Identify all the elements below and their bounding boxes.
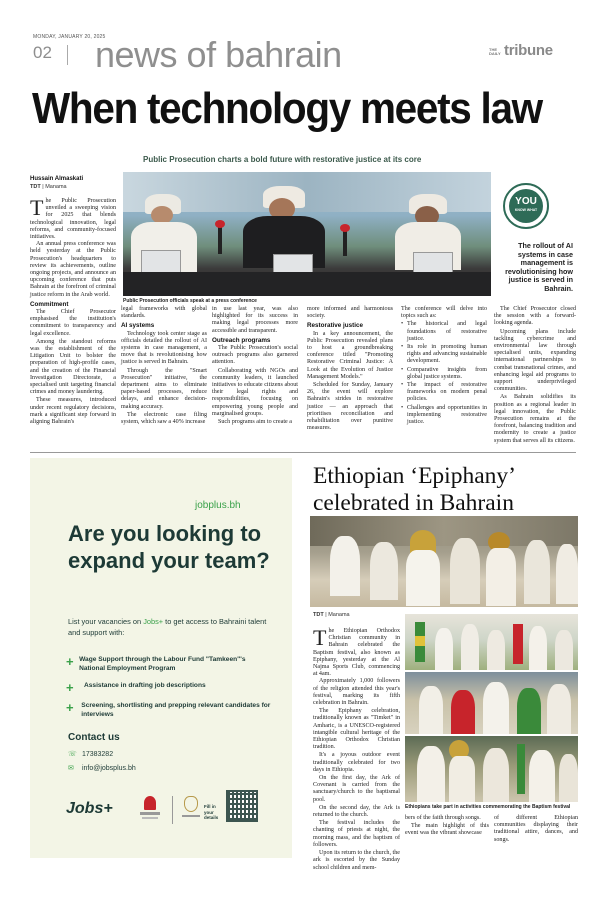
lead-col1-p1: he Public Prosecution unveiled a sweeping vision for 2025 that blends technological innovation, legal reforms, and community-focused initiatives. [30, 198, 116, 241]
story2-p4: It's a joyous outdoor event traditionally celebrated for two days in Ethiopia. [313, 752, 400, 773]
topic-bullet: • The historical and legal foundations of restorative justice. [401, 321, 487, 343]
story2-dateline: TDT | Manama [313, 612, 350, 618]
lead-column-5 [401, 306, 487, 427]
page-number: 02 [33, 43, 52, 62]
lead-dropcap: T [30, 195, 44, 220]
issue-date: MONDAY, JANUARY 20, 2025 [33, 34, 106, 40]
lead-col1-p5: These measures, introduced under recent regulatory decisions, mark a significant step forward in aligning Bahrain's [30, 397, 116, 426]
ad-intro [68, 616, 268, 638]
ad-phone-row[interactable] [68, 750, 113, 758]
topic-bullet: • Challenges and opportunities in implementing restorative justice. [401, 405, 487, 427]
lead-col3-p1: in use last year, was also highlighted for its success in making legal processes more accessible and transparent. [212, 306, 298, 334]
qr-label: Fill in your details [204, 804, 219, 820]
lead-col3-heading: Outreach programs [212, 336, 271, 344]
story2-c2b: The main highlight of this event was the vibrant showcase [405, 823, 489, 837]
lead-col5-p1: The conference will delve into topics such as: [401, 306, 487, 320]
lead-photo-caption: Public Prosecution officials speak at a press conference [123, 298, 257, 304]
ad-intro-brand: Jobs+ [143, 617, 164, 626]
story2-headline: Ethiopian ‘Epiphany’ celebrated in Bahrain [313, 463, 515, 516]
dateline-place: Manama [45, 184, 67, 190]
phone-icon: ☏ [68, 751, 77, 758]
story2-column-2 [405, 815, 489, 839]
story2-dateline-place: Manama [328, 612, 350, 618]
ad-divider [172, 796, 173, 824]
qr-code[interactable] [226, 790, 258, 822]
lead-column-4 [307, 306, 393, 433]
lead-column-3 [212, 306, 298, 427]
lead-col1-heading: Commitment [30, 300, 69, 308]
story2-column-3 [494, 815, 578, 845]
lead-col2-p1: legal frameworks with global standards. [121, 306, 207, 320]
ministry-logo [180, 796, 202, 822]
ad-benefit-text: Screening, shortlisting and prepping relevant candidates for interviews [81, 702, 271, 718]
pull-quote: The rollout of AI systems in case management is revolutionising how justice is served in Bahrain. [505, 241, 573, 293]
story2-c2: bers of the faith through songs. [405, 815, 481, 821]
story2-c3: of different Ethiopian communities displaying their traditional attire, dances, and songs. [494, 815, 578, 843]
ad-benefits-list [66, 656, 271, 728]
header-divider [67, 45, 68, 65]
story2-column-1 [313, 625, 400, 873]
tamkeen-logo [136, 794, 164, 822]
lead-col6-p2: Upcoming plans include tackling cybercrime and environmental law through specialised units, expanding international partnerships to combat transnational crimes, and enhancing legal aid programs to support underprivileged communities. [494, 328, 576, 393]
story2-dropcap: T [313, 625, 327, 650]
press-conference-photo [123, 172, 491, 296]
epiphany-photo-4 [405, 736, 578, 802]
lead-col4-heading: Restorative justice [307, 322, 363, 330]
lead-col2-p4: The electronic case filing system, which saw a 40% increase [121, 411, 207, 426]
lead-col3-p2: The Public Prosecution's social outreach programs also garnered attention. [212, 345, 298, 366]
story2-p5: On the first day, the Ark of Covenant is carried from the sanctuary/church to the baptismal pool. [313, 775, 400, 803]
topic-bullet: • Comparative insights from global justice systems. [401, 367, 487, 381]
badge-know-what: KNOW WHAT [514, 208, 538, 212]
dateline: TDT | Manama [30, 184, 67, 190]
lead-col4-p3: Scheduled for Sunday, January 26, the event will explore Bahrain's strides in restorative justice — an approach that prioritises reconciliation and rehabilitation over punitive measures. [307, 382, 393, 432]
ad-headline: Are you looking to expand your team? [68, 521, 270, 573]
author-name: Hussain Almaskati [30, 176, 84, 182]
lead-col4-p1: more informed and harmonious society. [307, 306, 393, 320]
epiphany-photo-3 [405, 672, 578, 734]
lead-col2-heading: AI systems [121, 322, 155, 330]
ad-phone: 17383282 [81, 751, 114, 758]
ad-benefit-item [66, 656, 271, 673]
lead-headline: When technology meets law [32, 84, 542, 133]
ad-benefit-item [66, 680, 271, 696]
brand-small: THE DAILY [489, 47, 501, 56]
ad-email-row[interactable] [68, 764, 136, 772]
lead-bottom-rule [30, 452, 576, 453]
badge-you: YOU [515, 196, 537, 207]
brand-logo: tribune [504, 42, 553, 59]
story2-p8: Upon its return to the church, the ark is escorted by the Sunday school children and mem- [313, 850, 400, 871]
story2-dateline-org: TDT [313, 612, 324, 618]
ad-intro-a: List your vacancies on [68, 617, 144, 626]
lead-column-2 [121, 306, 207, 427]
lead-col6-p3: As Bahrain solidifies its position as a regional leader in legal innovation, the Public Prosecution remains at the forefront, balancing tradition and modernity to create a justice system that serves all its citizens. [494, 394, 576, 444]
story2-p1: he Ethiopian Orthodox Christian community in Bahrain celebrated the Baptism festival, also known as Epiphany, yesterday at the Al Najma Sports Club, commencing at 4am. [313, 628, 400, 678]
story2-photo-caption: Ethiopians take part in activities commemorating the Baptism festival [405, 804, 571, 810]
ad-contact-title: Contact us [68, 732, 120, 743]
ad-site-url[interactable]: jobplus.bh [195, 500, 241, 511]
lead-column-1 [30, 195, 116, 427]
ad-intro-b: to get access to Bahraini talent and support with: [68, 617, 267, 637]
plus-icon: + [66, 700, 74, 716]
jobsplus-logo: Jobs+ [66, 800, 113, 817]
section-title: news of bahrain [95, 34, 342, 75]
you-know-what-badge [503, 183, 549, 229]
lead-col6-p1: The Chief Prosecutor closed the session with a forward-looking agenda. [494, 306, 576, 327]
story2-p3: The Epiphany celebration, traditionally known as "Timket" in Amharic, is a UNESCO-registered intangible cultural heritage of the Ethiopian Orthodox Christian tradition. [313, 708, 400, 751]
lead-subheadline: Public Prosecution charts a bold future with restorative justice at its core [143, 155, 422, 164]
lead-col1-p3: The Chief Prosecutor emphasised the institution's commitment to transparency and legal excellence. [30, 309, 116, 337]
ad-email: info@jobsplus.bh [81, 765, 136, 772]
story2-p2: Approximately 1,000 followers of the religion attended this year's festival, marking its fifth celebration in Bahrain. [313, 678, 400, 707]
mail-icon: ✉ [68, 765, 74, 772]
lead-column-6 [494, 306, 576, 446]
lead-col1-p4: Among the standout reforms was the establishment of the Litigation Unit to bolster the preparation of high-profile cases, and the creation of the Financial Investigation Directorate, a specialised unit targeting financial crimes and money laundering. [30, 338, 116, 396]
jobsplus-advert[interactable] [30, 458, 292, 858]
lead-col3-p4: Such programs aim to create a [218, 419, 292, 426]
topic-bullet: • The impact of restorative frameworks on modern penal policies. [401, 382, 487, 404]
ad-benefit-text: Wage Support through the Labour Fund "Tamkeen"'s National Employment Program [79, 656, 246, 672]
topic-bullet: • Its role in promoting human rights and advancing sustainable development. [401, 344, 487, 366]
ad-benefit-text: Assistance in drafting job descriptions [84, 682, 206, 690]
plus-icon: + [66, 654, 74, 669]
lead-col2-p3: Through the "Smart Prosecution" initiative, the department aims to eliminate paper-based processes, reduce delays, and enhance decision-making accuracy. [121, 367, 207, 410]
lead-col1-p2: An annual press conference was held yesterday at the Public Prosecution's headquarters to review its achievements, outline ongoing projects, and announce an upcoming conference that puts Bahrain at the forefront of criminal justice reform in the Arab world. [30, 241, 116, 298]
epiphany-main-photo [310, 516, 578, 607]
dateline-org: TDT [30, 184, 41, 190]
lead-col2-p2: Technology took center stage as officials detailed the rollout of AI systems in case management, a move that is revolutionising how justice is served in Bahrain. [121, 330, 207, 366]
ad-benefit-item [66, 702, 271, 719]
lead-col4-p2: In a key announcement, the Public Prosecution revealed plans to host a groundbreaking conference titled "Promoting Restorative Criminal Justice: A Look at the Evolution of Justice Management Models." [307, 330, 393, 380]
epiphany-photo-2 [405, 614, 578, 670]
story2-p7: The festival includes the chanting of priests at night, the morning mass, and the baptism of followers. [313, 820, 400, 848]
lead-col3-p3: Collaborating with NGOs and community leaders, it launched initiatives to educate citizens about their legal rights and responsibilities, focusing on empowering young people and marginalised groups. [212, 367, 298, 417]
plus-icon: + [66, 680, 74, 696]
story2-p6: On the second day, the Ark is returned to the church. [313, 804, 400, 819]
